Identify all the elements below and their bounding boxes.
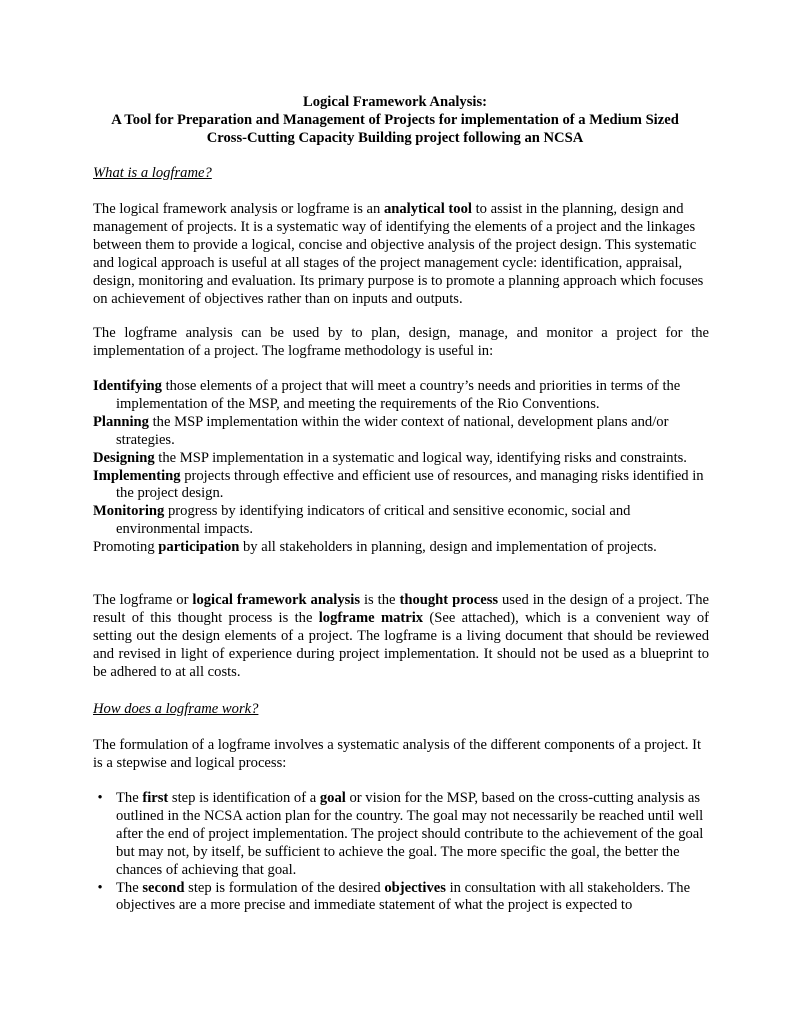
steps-list [93,790,709,915]
paragraph-intro-text-1: The logical framework analysis or logframe is an [93,201,384,217]
thought-process-text-3: used in the design of a project. The result of this thought process is the [93,592,709,626]
thought-process-bold-2: thought process [399,592,499,608]
paragraph-uses-intro: The logframe analysis can be used by to plan, design, manage, and monitor a project for the implementation of a project. The logframe methodology is useful in: [93,325,709,359]
uses-item-promoting [93,539,709,557]
step-text-2: step is formulation of the desired [184,879,385,896]
thought-process-text-4: (See attached), which is a convenient way of setting out the design elements of a project. The logframe is a living document that should be reviewed and revised in light of experience during project implementation. It should not be used as a blueprint to be adhered to at all costs. [93,609,709,680]
paragraph-formulation: The formulation of a logframe involves a systematic analysis of the different components of a project. It is a stepwise and logical process: [93,737,702,771]
uses-item-text: projects through effective and efficient use of resources, and managing risks identified in the project design. [116,467,704,502]
step-text-1: The [116,879,143,896]
step-text-1: The [116,790,143,806]
step-text-3: or vision for the MSP, based on the cross-cutting analysis as outlined in the NCSA action plan for the country. The goal may not necessarily be reached until well after the end of project implementation. The project should contribute to the achievement of the goal but may not, by itself, be sufficient to achieve the goal. The more specific the goal, the better the chances of achieving that goal. [116,790,704,878]
uses-item-term: Implementing [93,467,181,484]
uses-item-term: Identifying [93,378,162,394]
uses-item-text: progress by identifying indicators of critical and sensitive economic, social and environmental impacts. [116,503,631,538]
bullet-icon: • [97,790,103,806]
uses-item-planning [93,414,709,450]
uses-item-text: those elements of a project that will meet a country’s needs and priorities in terms of the implementation of the MSP, and meeting the requirements of the Rio Conventions. [116,378,681,412]
promoting-text-1: Promoting [93,539,159,556]
promoting-bold: participation [158,539,240,556]
paragraph-intro-text-2: to assist in the planning, design and management of projects. It is a systematic way of identifying the elements of a project and the linkages between them to provide a logical, concise and objective analysis of the project design. This systematic and logical approach is useful at all stages of the project management cycle: identification, appraisal, design, monitoring and evaluation. Its primary purpose is to promote a planning approach which focuses on achievement of objectives rather than on inputs and outputs. [93,201,704,307]
paragraph-intro [93,201,709,308]
step-first [93,790,709,880]
uses-item-term: Monitoring [93,503,165,520]
thought-process-bold-3: logframe matrix [318,609,424,626]
step-text-3: in consultation with all stakeholders. The objectives are a more precise and immediate statement of what the project is expected to [116,879,691,914]
thought-process-text-1: The logframe or [93,592,193,608]
uses-item-term: Designing [93,449,155,466]
title-line-2: A Tool for Preparation and Management of Projects for implementation of a Medium Sized [111,111,679,128]
thought-process-bold-1: logical framework analysis [192,592,361,608]
bullet-icon: • [97,879,103,896]
uses-item-monitoring [93,503,709,539]
title-line-3: Cross-Cutting Capacity Building project following an NCSA [206,129,584,146]
thought-process-text-2: is the [360,592,400,608]
section-heading-how-logframe-works: How does a logframe work? [93,701,259,717]
step-bold-1: second [142,879,185,896]
uses-item-term: Planning [93,413,149,430]
uses-list [93,378,709,557]
title-line-1: Logical Framework Analysis: [302,94,488,110]
uses-item-identifying [93,378,709,414]
uses-item-text: the MSP implementation within the wider context of national, development plans and/or strategies. [116,413,669,448]
document-title [80,94,710,148]
uses-item-implementing [93,468,709,504]
uses-item-designing [93,450,709,468]
step-bold-1: first [142,790,169,806]
promoting-text-2: by all stakeholders in planning, design and implementation of projects. [239,539,657,556]
step-text-2: step is identification of a [168,790,320,806]
uses-item-text: the MSP implementation in a systematic and logical way, identifying risks and constraints. [154,449,687,466]
step-bold-2: goal [319,790,346,806]
paragraph-thought-process [93,592,709,682]
section-heading-what-is-logframe: What is a logframe? [93,165,212,181]
step-bold-2: objectives [384,879,446,896]
step-second [93,880,709,916]
paragraph-intro-bold: analytical tool [383,201,472,217]
